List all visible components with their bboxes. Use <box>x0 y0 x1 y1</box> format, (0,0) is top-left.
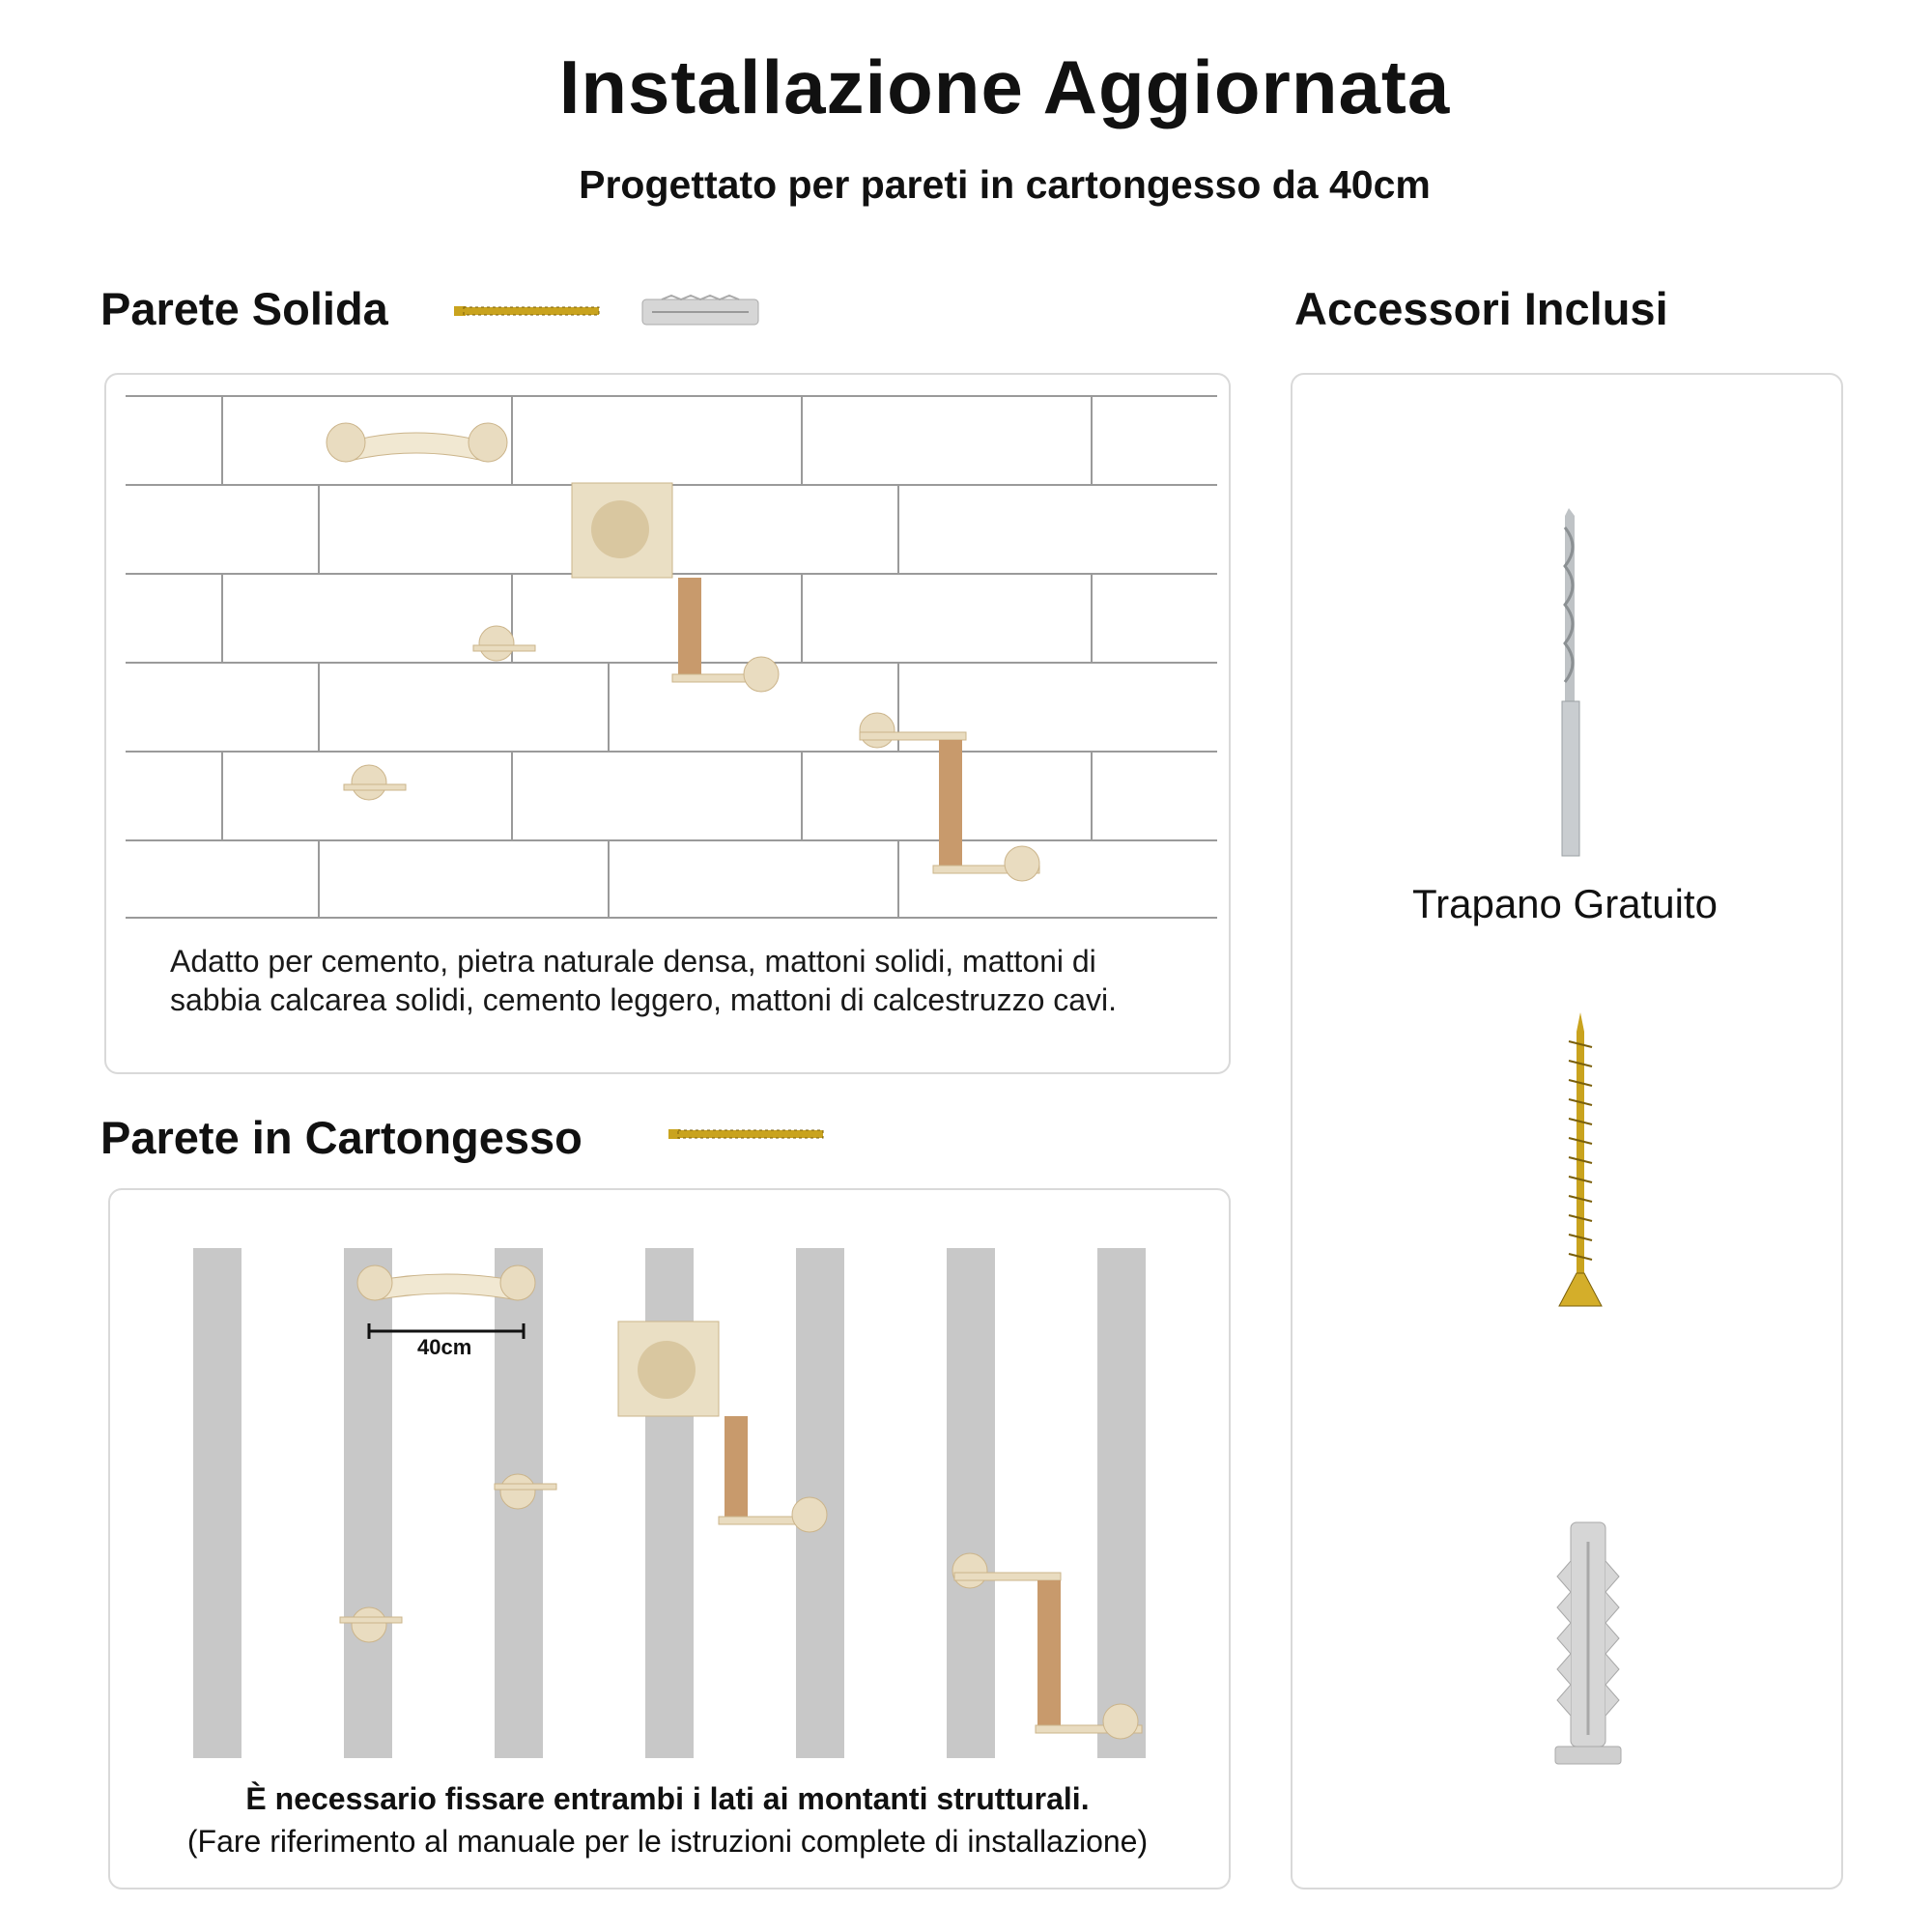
drywall-note: (Fare riferimento al manuale per le istruzioni complete di installazione) <box>186 1824 1149 1859</box>
rope-bridge <box>357 1265 535 1300</box>
wall-anchor-icon <box>1549 1522 1627 1772</box>
drywall-note-bold: È necessario fissare entrambi i lati ai montanti strutturali. <box>245 1781 1090 1816</box>
accessories-title: Accessori Inclusi <box>1294 283 1668 334</box>
page-title: Installazione Aggiornata <box>558 44 1451 129</box>
screw-icon <box>1559 1012 1602 1318</box>
drywall-studs-illustration <box>108 1188 1227 1768</box>
page-subtitle: Progettato per pareti in cartongesso da 40cm <box>579 162 1431 207</box>
screw-icon <box>668 1122 831 1144</box>
drywall-title: Parete in Cartongesso <box>100 1112 582 1163</box>
wall-anchor-icon <box>642 296 763 328</box>
solid-wall-title: Parete Solida <box>100 283 388 334</box>
step-platform <box>344 765 406 800</box>
drill-bit-icon <box>1546 508 1594 858</box>
rope-bridge <box>327 423 507 462</box>
measure-label: 40cm <box>417 1335 472 1359</box>
solid-wall-description: Adatto per cemento, pietra naturale densa, mattoni solidi, mattoni di sabbia calcarea solidi, cemento leggero, mattoni di calcestruzzo cavi. <box>170 944 1118 1017</box>
step-platform <box>473 626 535 661</box>
ladder-shelf <box>860 713 1039 881</box>
screw-icon <box>454 299 609 321</box>
brick-wall-illustration <box>126 384 1217 925</box>
cat-house <box>572 483 779 692</box>
drill-label: Trapano Gratuito <box>1412 881 1718 926</box>
